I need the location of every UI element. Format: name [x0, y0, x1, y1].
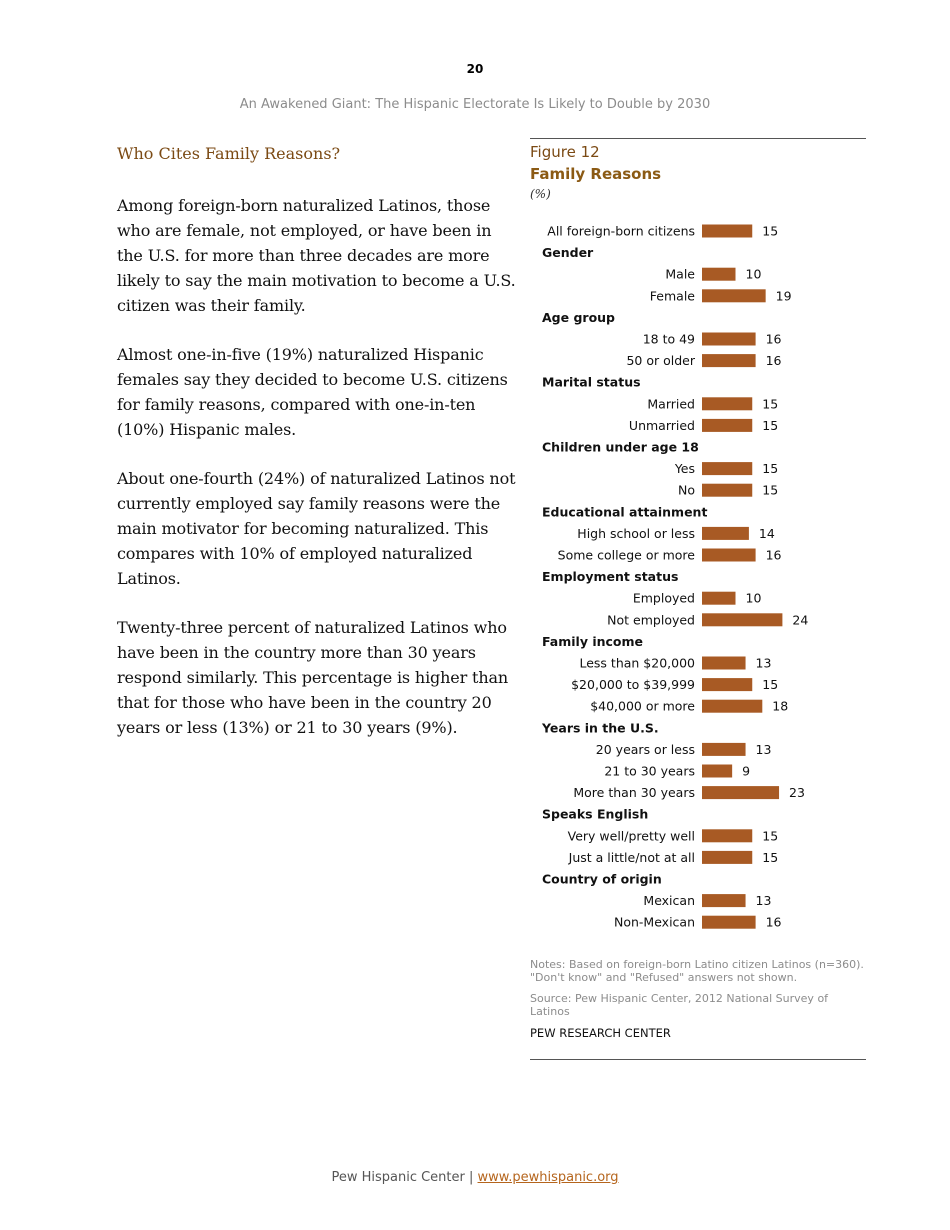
category-label: All foreign-born citizens	[547, 223, 695, 239]
category-label: No	[678, 482, 695, 498]
value-label: 16	[765, 547, 782, 563]
bar	[702, 527, 749, 540]
figure-number: Figure 12	[530, 143, 600, 161]
bar	[702, 829, 752, 842]
category-label: Female	[649, 288, 695, 304]
category-label: Less than $20,000	[579, 655, 695, 671]
bar	[702, 354, 756, 367]
value-label: 18	[772, 698, 789, 714]
group-label: Educational attainment	[542, 504, 708, 520]
bar	[702, 786, 779, 799]
category-label: 20 years or less	[595, 741, 695, 757]
value-label: 15	[762, 677, 779, 693]
paragraph-3: About one-fourth (24%) of naturalized Latinos not currently employed say family reasons were the main motivator for becoming naturalized. This compares with 10% of employed naturalized Latinos.	[117, 469, 516, 588]
paragraph-2: Almost one-in-five (19%) naturalized Hispanic females say they decided to become U.S. citizens for family reasons, compared with one-in-ten (10%) Hispanic males.	[117, 345, 508, 439]
figure-12	[530, 138, 866, 1060]
bar	[702, 765, 732, 778]
group-label: Employment status	[542, 569, 679, 585]
category-label: 18 to 49	[642, 331, 695, 347]
category-label: 50 or older	[626, 353, 695, 369]
bar	[702, 549, 756, 562]
group-label: Family income	[542, 633, 644, 649]
bar	[702, 225, 752, 238]
category-label: Unmarried	[628, 417, 695, 433]
figure-source: Source: Pew Hispanic Center, 2012 National Survey of Latinos	[530, 992, 829, 1018]
category-label: 21 to 30 years	[604, 763, 695, 779]
value-label: 10	[745, 266, 762, 282]
bar	[702, 743, 746, 756]
bar	[702, 462, 752, 475]
category-label: $40,000 or more	[590, 698, 695, 714]
group-label: Speaks English	[542, 806, 649, 822]
category-label: More than 30 years	[573, 785, 695, 801]
value-label: 15	[762, 828, 779, 844]
bar	[702, 289, 766, 302]
figure-title: Family Reasons	[530, 165, 662, 183]
value-label: 16	[765, 331, 782, 347]
value-label: 15	[762, 223, 779, 239]
group-label: Children under age 18	[542, 439, 699, 455]
page-number: 20	[466, 62, 484, 76]
category-label: $20,000 to $39,999	[571, 677, 695, 693]
bar	[702, 592, 736, 605]
category-label: Mexican	[643, 893, 695, 909]
bar	[702, 700, 762, 713]
bar	[702, 613, 782, 626]
paragraph-1: Among foreign-born naturalized Latinos, those who are female, not employed, or have been in the U.S. for more than three decades are more likely to say the main motivation to become a U.S. citizen was their family.	[117, 196, 516, 315]
bar	[702, 419, 752, 432]
category-label: Non-Mexican	[613, 914, 695, 930]
value-label: 15	[762, 396, 779, 412]
group-label: Years in the U.S.	[542, 720, 659, 736]
category-label: Not employed	[607, 612, 695, 628]
value-label: 15	[762, 482, 779, 498]
running-head: An Awakened Giant: The Hispanic Electorate Is Likely to Double by 2030	[239, 97, 711, 112]
category-label: Just a little/not at all	[568, 849, 695, 865]
section-heading: Who Cites Family Reasons?	[117, 144, 341, 163]
value-label: 10	[745, 590, 762, 606]
group-label: Gender	[542, 245, 594, 261]
value-label: 15	[762, 461, 779, 477]
figure-unit: (%)	[530, 187, 551, 201]
value-label: 13	[755, 741, 772, 757]
category-label: Very well/pretty well	[567, 828, 695, 844]
value-label: 15	[762, 417, 779, 433]
figure-credit: PEW RESEARCH CENTER	[530, 1026, 671, 1040]
bar	[702, 894, 746, 907]
bar	[702, 268, 736, 281]
value-label: 23	[789, 785, 805, 801]
category-label: Married	[647, 396, 695, 412]
bar	[702, 657, 746, 670]
category-label: Male	[665, 266, 695, 282]
value-label: 14	[758, 525, 775, 541]
value-label: 13	[755, 893, 772, 909]
value-label: 19	[775, 288, 792, 304]
category-label: Yes	[674, 461, 695, 477]
bar-chart	[530, 209, 866, 949]
category-label: Some college or more	[557, 547, 695, 563]
bar	[702, 851, 752, 864]
footer-org: Pew Hispanic Center |	[331, 1170, 474, 1185]
category-label: High school or less	[577, 525, 695, 541]
bar	[702, 484, 752, 497]
footer-link[interactable]: www.pewhispanic.org	[477, 1170, 619, 1185]
bar	[702, 333, 756, 346]
category-label: Employed	[632, 590, 695, 606]
value-label: 24	[792, 612, 809, 628]
paragraph-4: Twenty-three percent of naturalized Latinos who have been in the country more than 30 years respond similarly. This percentage is higher than that for those who have been in the country 20 years or less (13%) or 21 to 30 years (9%).	[117, 618, 509, 737]
bar	[702, 678, 752, 691]
group-label: Country of origin	[542, 871, 662, 887]
page-footer	[0, 1170, 950, 1185]
value-label: 13	[755, 655, 772, 671]
value-label: 15	[762, 849, 779, 865]
bar	[702, 397, 752, 410]
value-label: 16	[765, 353, 782, 369]
value-label: 9	[742, 763, 751, 779]
value-label: 16	[765, 914, 782, 930]
group-label: Age group	[542, 309, 615, 325]
group-label: Marital status	[542, 374, 641, 390]
figure-notes: Notes: Based on foreign-born Latino citizen Latinos (n=360). "Don't know" and "Refused" answers not shown.	[530, 958, 864, 984]
article-column	[117, 143, 517, 764]
bar	[702, 916, 756, 929]
